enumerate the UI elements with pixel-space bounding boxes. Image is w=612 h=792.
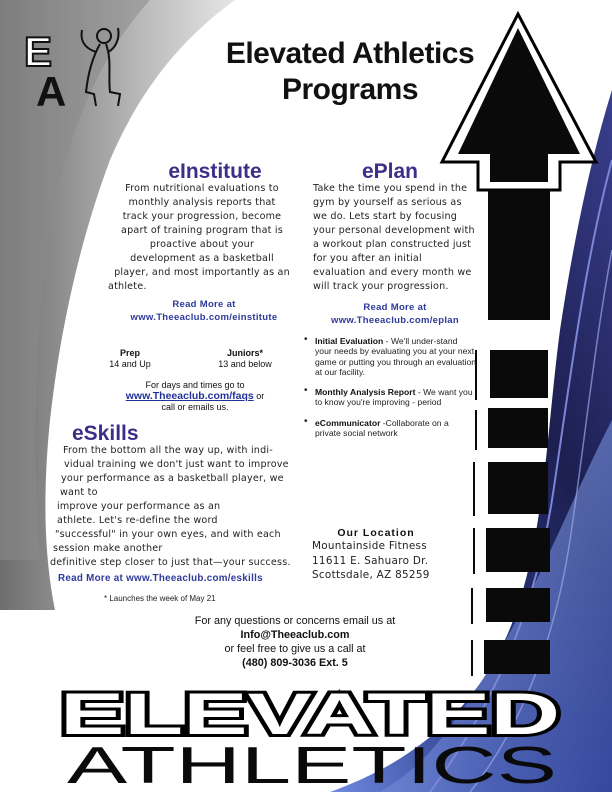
contact-phone[interactable]: (480) 809-3036 Ext. 5 [242, 657, 348, 669]
contact-line: For any questions or concerns email us at [194, 615, 396, 627]
einstitute-line: apart of training program that is [121, 225, 283, 236]
location-line: Scottsdale, AZ 85259 [312, 569, 430, 581]
eskills-line: "successful" in your own eyes, and with each [55, 529, 281, 540]
einstitute-url[interactable]: www.Theeaclub.com/einstitute [130, 312, 278, 323]
eskills-line: session make another [53, 543, 163, 554]
program-prep [100, 348, 160, 370]
brand-word-elevated: ELEVATED [60, 682, 560, 747]
contact-line: or feel free to give us a call at [224, 643, 366, 655]
feature-desc: We want you to know you're improving - period [315, 387, 473, 408]
location-line: Mountainside Fitness [312, 540, 427, 552]
eskills-line: athlete. Let's re-define the word [57, 515, 218, 526]
feature-name: eCommunicator [315, 417, 381, 428]
juniors-age: 13 and below [218, 359, 272, 369]
faq-link[interactable]: www.Theeaclub.com/faqs [125, 390, 254, 402]
feature-item: • Monthly Analysis Report - We want you to know you're improving - period [304, 387, 476, 408]
eplan-line: gym by yourself as serious as [313, 197, 462, 208]
brand-wordmark [50, 682, 570, 787]
eskills-line: vidual training we don't just want to improve [64, 459, 289, 470]
eplan-line: a workout plan constructed just [313, 239, 472, 250]
location-heading: Our Location [337, 527, 415, 539]
eskills-heading: eSkills [72, 422, 139, 445]
feature-name: Monthly Analysis Report [315, 387, 416, 398]
einstitute-line: player, and most importantly as an [114, 267, 290, 278]
eskills-line: want to [60, 487, 98, 498]
days-info [100, 380, 290, 413]
eskills-body [50, 444, 295, 570]
title-line-2: Programs [281, 73, 419, 106]
or-text: or [256, 391, 265, 401]
eskills-line: From the bottom all the way up, with indi- [63, 445, 273, 456]
eplan-read-more: Read More at [363, 302, 427, 313]
prep-label: Prep [119, 348, 140, 358]
program-juniors [210, 348, 280, 370]
eplan-url[interactable]: www.Theeaclub.com/eplan [331, 315, 459, 326]
eplan-line: for you after an initial [313, 253, 422, 264]
contact-block [160, 614, 430, 670]
eskills-line: definitive step closer to just that—your success. [50, 557, 291, 568]
einstitute-line: track your progression, become [122, 211, 282, 222]
launch-note: * Launches the week of May 21 [104, 594, 216, 603]
einstitute-read-more: Read More at [172, 299, 236, 310]
juniors-label: Juniors* [226, 348, 263, 358]
eplan-body [313, 182, 480, 294]
eskills-link[interactable]: Read More at www.Theeaclub.com/eskills [58, 573, 263, 584]
einstitute-line: athlete. [108, 281, 147, 292]
page-title [200, 36, 500, 108]
eplan-line: Take the time you spend in the [313, 183, 468, 194]
einstitute-line: monthly analysis reports that [128, 197, 276, 208]
eplan-line: evaluation and every month we [313, 267, 472, 278]
feature-item: • eCommunicator -Collaborate on a private social network [304, 418, 476, 439]
feature-desc: Collaborate on a private social network [315, 417, 449, 439]
einstitute-body [104, 182, 300, 294]
einstitute-heading: eInstitute [168, 160, 262, 183]
feature-desc: We'll under-stand your needs by evaluating you at your next game or putting you through an evaluation at our facility. [315, 336, 477, 377]
eplan-line: will track your progression. [313, 281, 449, 292]
eskills-line: your performance as a basketball player, we [61, 473, 284, 484]
einstitute-line: proactive about your [149, 239, 255, 250]
player-silhouette-icon [82, 28, 120, 106]
days-text: For days and times go to [145, 380, 245, 390]
einstitute-line: development as a basketball [130, 253, 274, 264]
eskills-line: improve your performance as an [57, 501, 221, 512]
feature-item: • Initial Evaluation - We'll under-stand your needs by evaluating you at your next game or putting you through an evaluation at our facility. [304, 336, 476, 377]
title-line-1: Elevated Athletics [225, 37, 475, 70]
location-line: 11611 E. Sahuaro Dr. [312, 554, 429, 567]
brand-word-athletics: ATHLETICS [67, 737, 557, 787]
ea-logo [22, 22, 132, 110]
eplan-line: we do. Lets start by focusing [313, 211, 458, 222]
feature-list [304, 336, 476, 448]
einstitute-link[interactable] [104, 298, 304, 324]
logo-letter-a: A [36, 68, 67, 110]
prep-age: 14 and Up [109, 359, 151, 369]
logo-letter-e: E [24, 28, 53, 75]
location-block [312, 527, 477, 583]
feature-name: Initial Evaluation [315, 336, 384, 346]
eplan-line: your personal development with [313, 225, 475, 236]
einstitute-line: From nutritional evaluations to [125, 183, 279, 194]
eplan-link[interactable] [310, 301, 480, 327]
contact-email[interactable]: Info@Theeaclub.com [240, 629, 350, 641]
call-text: call or emails us. [161, 402, 229, 412]
eplan-heading: ePlan [361, 160, 419, 183]
